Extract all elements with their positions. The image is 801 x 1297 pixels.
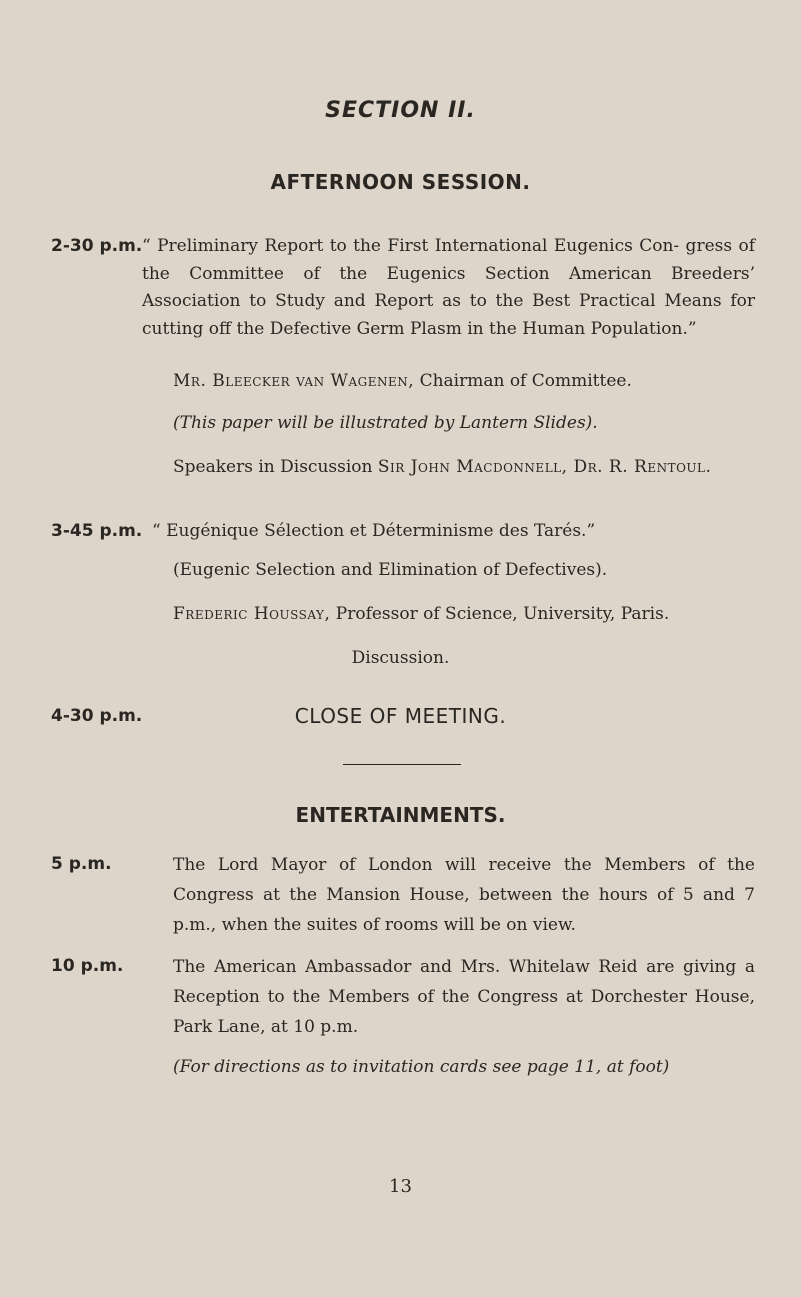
time-3-45: 3-45 p.m. [51,521,143,541]
close-of-meeting: CLOSE OF MEETING. [294,704,507,728]
invitation-footnote: (For directions as to invitation cards see page 11, at foot) [173,1057,670,1077]
entertainments-title: ENTERTAINMENTS. [295,803,506,827]
paper-translation-2: (Eugenic Selection and Elimination of Defectives). [173,560,608,580]
time-4-30: 4-30 p.m. [51,706,143,726]
time-10pm: 10 p.m. [51,956,124,976]
paper-title-2: “ Eugénique Sélection et Déterminisme des Tarés.” [152,521,596,541]
author-role-1: Chairman of Committee. [419,371,632,391]
time-5pm: 5 p.m. [51,854,112,874]
discussion-label: Discussion. [351,648,450,668]
author-role-2: Professor of Science, University, Paris. [335,604,670,624]
lantern-note: (This paper will be illustrated by Lantern Slides). [173,413,598,433]
entertainment-text-1: The Lord Mayor of London will receive the Members of the Congress at the Mansion House, between the hours of 5 and 7 p.m., when the suites of rooms will be on view. [173,855,755,935]
speakers-names: Sir John Macdonnell, Dr. R. Rentoul. [377,457,712,477]
time-2-30: 2-30 p.m. [51,236,143,256]
session-title: AFTERNOON SESSION. [270,170,531,194]
entertainment-text-2: The American Ambassador and Mrs. Whitelaw Reid are giving a Reception to the Members of the Congress at Dorchester House, Park Lane, at 10 p.m. [173,957,755,1037]
page-number: 13 [389,1176,412,1197]
speakers-line [173,454,773,482]
author-line-1 [173,368,773,396]
author-name-1: Mr. Bleecker van Wagenen, [173,371,415,391]
speakers-label: Speakers in Discussion [173,457,373,477]
paper-title-1: “ Preliminary Report to the First International Eugenics Con- gress of the Committee of the Eugenics Section American Breeders’ Association to Study and Report as to the Best Practical Means for cutting off the Defective Germ Plasm in the Human Population.” [142,236,755,339]
author-line-2 [173,601,773,629]
author-name-2: Frederic Houssay, [173,604,331,624]
section-title: SECTION II. [325,98,476,123]
divider [343,764,461,765]
